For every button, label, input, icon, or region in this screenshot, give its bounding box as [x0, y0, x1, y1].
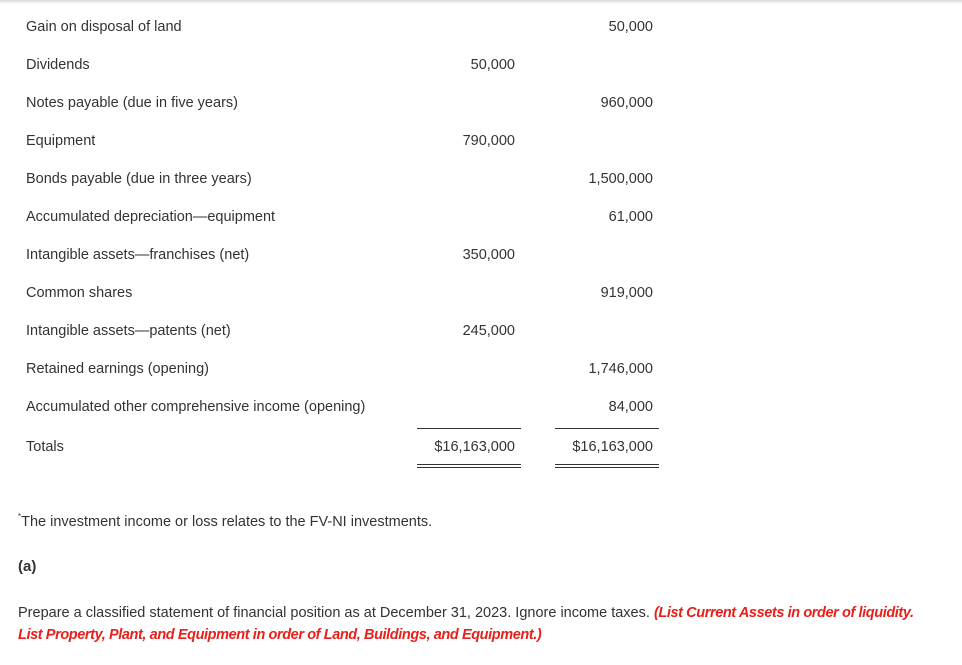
instruction-text: Prepare a classified statement of financial position as at December 31, 2023. Ignore income taxes. [18, 605, 650, 621]
footnote [18, 514, 432, 530]
credit-amount: 61,000 [608, 209, 653, 225]
account-name: Notes payable (due in five years) [26, 95, 238, 111]
credit-amount: 1,746,000 [588, 361, 653, 377]
debit-total: $16,163,000 [434, 439, 515, 455]
credit-amount: 84,000 [608, 399, 653, 415]
part-label: (a) [18, 558, 37, 575]
totals-row [0, 433, 962, 463]
credit-amount: 960,000 [600, 95, 653, 111]
debit-amount: 50,000 [470, 57, 515, 73]
debit-amount: 350,000 [462, 247, 515, 263]
footnote-marker: * [18, 512, 22, 521]
account-name: Retained earnings (opening) [26, 361, 209, 377]
account-name: Dividends [26, 57, 90, 73]
account-name: Intangible assets—franchises (net) [26, 247, 250, 263]
debit-subtotal-rule [417, 428, 521, 429]
debit-amount: 245,000 [462, 323, 515, 339]
account-name: Intangible assets—patents (net) [26, 323, 231, 339]
account-name: Accumulated other comprehensive income (opening) [26, 399, 366, 415]
table-row [0, 51, 962, 81]
account-name: Common shares [26, 285, 133, 301]
credit-amount: 919,000 [600, 285, 653, 301]
credit-subtotal-rule [555, 428, 659, 429]
totals-label: Totals [26, 439, 64, 455]
credit-amount: 1,500,000 [588, 171, 653, 187]
account-name: Bonds payable (due in three years) [26, 171, 252, 187]
account-name: Equipment [26, 133, 96, 149]
debit-amount: 790,000 [462, 133, 515, 149]
instruction [18, 602, 938, 646]
credit-total: $16,163,000 [572, 439, 653, 455]
table-row [0, 241, 962, 271]
table-row [0, 279, 962, 309]
table-row [0, 127, 962, 157]
table-row [0, 13, 962, 43]
table-row [0, 165, 962, 195]
table-row [0, 89, 962, 119]
debit-total-double-rule [417, 464, 521, 468]
table-row [0, 355, 962, 385]
account-name: Accumulated depreciation—equipment [26, 209, 276, 225]
table-row [0, 317, 962, 347]
table-row [0, 393, 962, 423]
account-name: Gain on disposal of land [26, 19, 182, 35]
top-shadow [0, 0, 962, 4]
footnote-text: The investment income or loss relates to the FV-NI investments. [21, 514, 433, 530]
instruction-emphasis: (List Current Assets in order of liquidity. List Property, Plant, and Equipment in order of Land, Buildings, and Equipment.) [18, 605, 914, 643]
credit-total-double-rule [555, 464, 659, 468]
credit-amount: 50,000 [608, 19, 653, 35]
table-row [0, 203, 962, 233]
